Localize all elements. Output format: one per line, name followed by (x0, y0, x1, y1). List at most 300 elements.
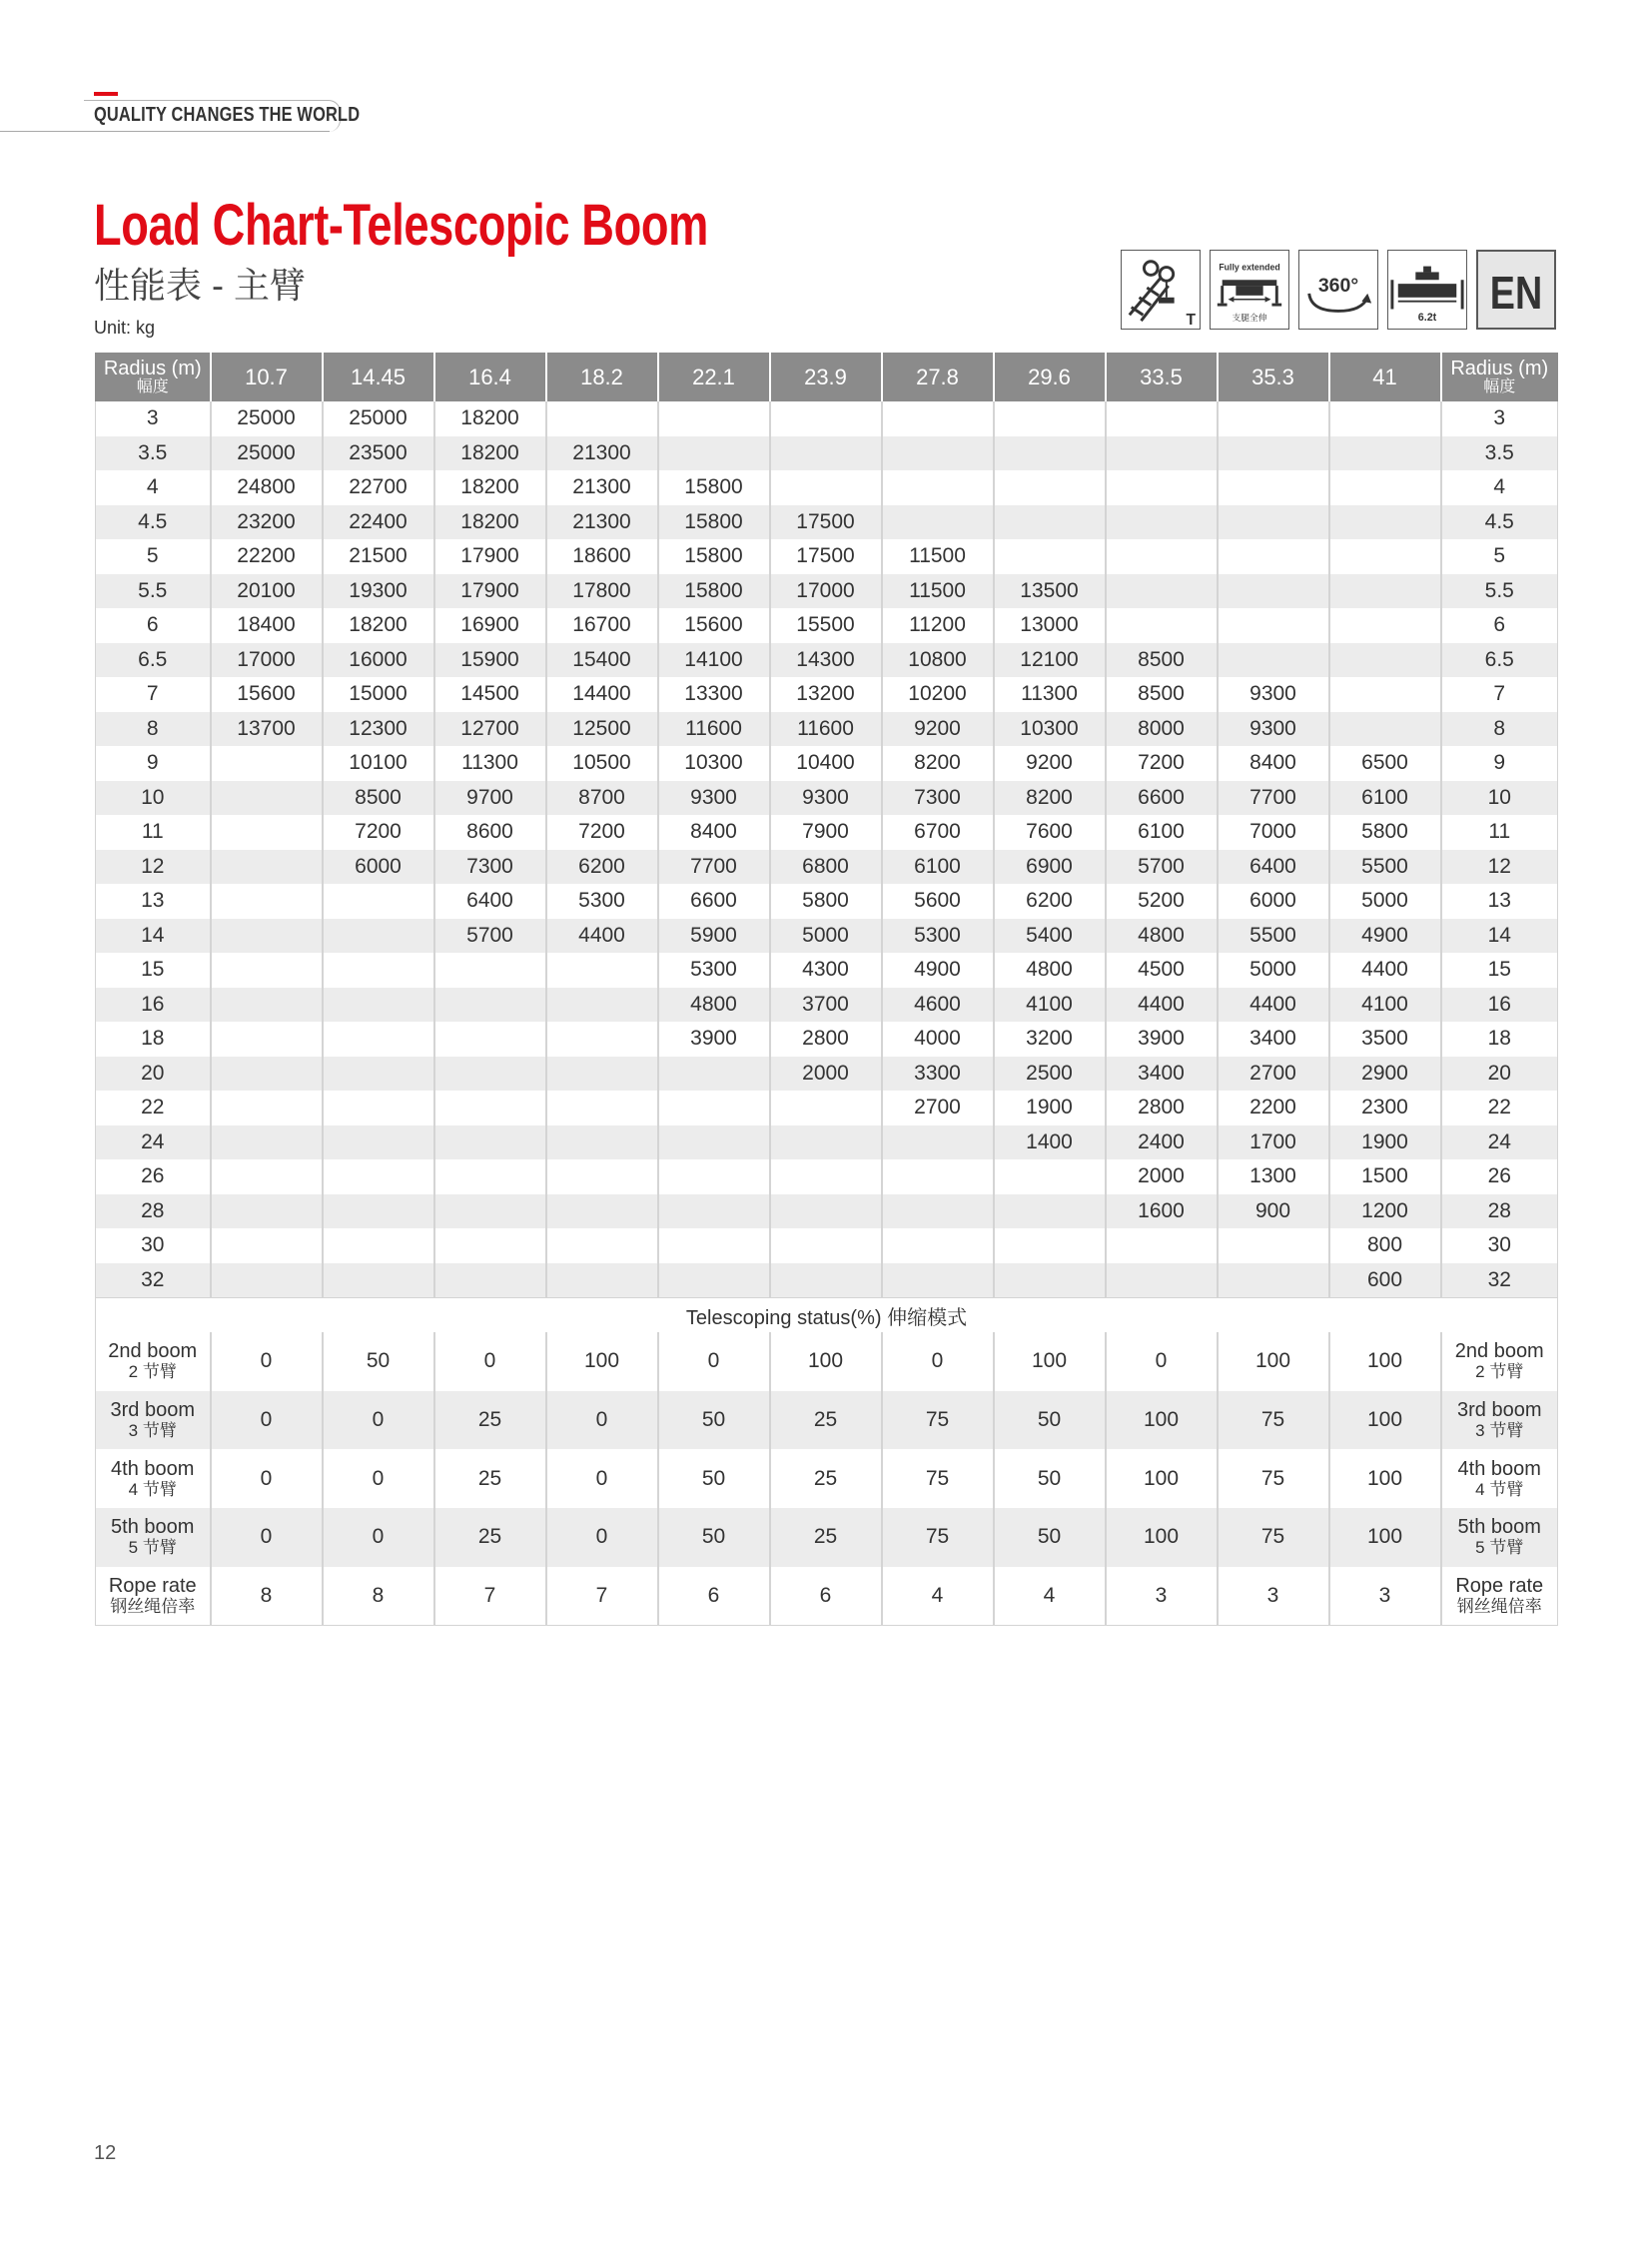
telescoping-value-cell: 100 (1106, 1508, 1218, 1567)
telescoping-value-cell: 0 (323, 1508, 434, 1567)
telescoping-value-cell: 0 (211, 1332, 323, 1391)
load-value-cell: 17800 (546, 574, 658, 609)
load-value-cell (658, 1125, 770, 1160)
load-chart-table (95, 353, 1558, 1626)
load-value-cell: 4300 (770, 953, 882, 988)
radius-cell: 20 (1441, 1057, 1558, 1092)
load-value-cell (323, 1022, 434, 1057)
radius-cell: 9 (96, 746, 211, 781)
radius-cell: 16 (96, 988, 211, 1023)
load-value-cell: 3400 (1106, 1057, 1218, 1092)
telescoping-value-cell: 0 (211, 1449, 323, 1508)
radius-cell: 18 (1441, 1022, 1558, 1057)
load-value-cell: 8600 (434, 815, 546, 850)
load-value-cell: 8500 (1106, 677, 1218, 712)
boom-section-label (96, 1449, 211, 1508)
load-value-cell: 5600 (882, 884, 994, 919)
load-value-cell: 8400 (658, 815, 770, 850)
load-value-cell: 7300 (882, 781, 994, 816)
load-value-cell: 7000 (1218, 815, 1329, 850)
table-row (96, 781, 1558, 816)
load-value-cell: 10300 (994, 712, 1106, 747)
load-value-cell: 7600 (994, 815, 1106, 850)
load-value-cell (1218, 539, 1329, 574)
load-value-cell (546, 1194, 658, 1229)
load-value-cell: 4800 (1106, 919, 1218, 954)
radius-cell: 11 (96, 815, 211, 850)
radius-cell: 22 (96, 1091, 211, 1125)
boom-length-header: 16.4 (434, 353, 546, 401)
load-value-cell: 18200 (434, 505, 546, 540)
load-value-cell: 6600 (1106, 781, 1218, 816)
load-value-cell: 14100 (658, 643, 770, 678)
load-value-cell: 11600 (658, 712, 770, 747)
load-value-cell: 15600 (211, 677, 323, 712)
telescoping-row (96, 1567, 1558, 1626)
boom-length-header: 27.8 (882, 353, 994, 401)
radius-cell: 18 (96, 1022, 211, 1057)
load-value-cell: 4800 (994, 953, 1106, 988)
load-value-cell (658, 1194, 770, 1229)
load-value-cell: 25000 (211, 401, 323, 436)
load-value-cell: 5500 (1218, 919, 1329, 954)
load-value-cell: 18600 (546, 539, 658, 574)
load-value-cell: 6400 (1218, 850, 1329, 885)
load-value-cell (323, 919, 434, 954)
load-value-cell: 8000 (1106, 712, 1218, 747)
load-value-cell: 5800 (770, 884, 882, 919)
radius-cell: 13 (96, 884, 211, 919)
load-value-cell: 10400 (770, 746, 882, 781)
load-value-cell: 21500 (323, 539, 434, 574)
load-value-cell (546, 1091, 658, 1125)
load-value-cell: 5700 (434, 919, 546, 954)
load-value-cell (546, 953, 658, 988)
load-value-cell: 8200 (994, 781, 1106, 816)
load-value-cell: 11300 (994, 677, 1106, 712)
load-value-cell: 8500 (323, 781, 434, 816)
boom-mark: T (1186, 312, 1196, 329)
table-row (96, 919, 1558, 954)
load-value-cell (658, 1091, 770, 1125)
load-value-cell (1329, 643, 1441, 678)
boom-section-label (96, 1567, 211, 1626)
load-value-cell: 7200 (1106, 746, 1218, 781)
load-value-cell (770, 1263, 882, 1298)
load-value-cell (323, 1125, 434, 1160)
table-row (96, 608, 1558, 643)
load-value-cell: 14500 (434, 677, 546, 712)
table-row (96, 712, 1558, 747)
load-value-cell: 5800 (1329, 815, 1441, 850)
telescoping-status-title: Telescoping status(%) 伸缩模式 (96, 1298, 1558, 1333)
load-value-cell: 16000 (323, 643, 434, 678)
radius-cell: 32 (96, 1263, 211, 1298)
load-value-cell: 15800 (658, 470, 770, 505)
telescoping-value-cell: 25 (770, 1391, 882, 1450)
telescoping-value-cell: 3 (1329, 1567, 1441, 1626)
radius-cell: 16 (1441, 988, 1558, 1023)
telescoping-value-cell: 0 (211, 1508, 323, 1567)
load-value-cell (994, 401, 1106, 436)
table-row (96, 539, 1558, 574)
label-en: 3rd boom (1457, 1399, 1542, 1422)
label-en: Rope rate (108, 1575, 197, 1598)
label-cn: 3 节臂 (128, 1421, 177, 1441)
load-value-cell (658, 1228, 770, 1263)
load-value-cell (434, 1057, 546, 1092)
load-value-cell: 5500 (1329, 850, 1441, 885)
telescoping-value-cell: 7 (434, 1567, 546, 1626)
radius-cell: 5.5 (96, 574, 211, 609)
load-value-cell (1329, 677, 1441, 712)
radius-cell: 10 (96, 781, 211, 816)
load-value-cell: 10800 (882, 643, 994, 678)
load-value-cell (1218, 643, 1329, 678)
radius-cell: 30 (1441, 1228, 1558, 1263)
radius-cell: 3.5 (1441, 436, 1558, 471)
load-value-cell (770, 470, 882, 505)
table-row (96, 1022, 1558, 1057)
boom-section-label (96, 1508, 211, 1567)
radius-header-en: Radius (m) (103, 358, 202, 379)
table-row (96, 505, 1558, 540)
load-value-cell: 25000 (211, 436, 323, 471)
load-value-cell: 1400 (994, 1125, 1106, 1160)
telescoping-value-cell: 0 (546, 1508, 658, 1567)
load-value-cell: 2200 (1218, 1091, 1329, 1125)
load-value-cell (323, 1263, 434, 1298)
load-value-cell (994, 470, 1106, 505)
load-value-cell: 19300 (323, 574, 434, 609)
load-value-cell: 6200 (546, 850, 658, 885)
telescoping-value-cell: 100 (1106, 1391, 1218, 1450)
load-value-cell: 21300 (546, 505, 658, 540)
boom-length-header: 18.2 (546, 353, 658, 401)
load-value-cell (882, 505, 994, 540)
label-cn: 5 节臂 (128, 1538, 177, 1558)
load-value-cell: 17000 (211, 643, 323, 678)
load-value-cell (434, 1022, 546, 1057)
load-value-cell: 17000 (770, 574, 882, 609)
load-value-cell: 1200 (1329, 1194, 1441, 1229)
radius-cell: 11 (1441, 815, 1558, 850)
load-value-cell: 8500 (1106, 643, 1218, 678)
telescoping-value-cell: 75 (882, 1391, 994, 1450)
load-value-cell: 3200 (994, 1022, 1106, 1057)
load-value-cell: 15800 (658, 574, 770, 609)
load-value-cell (211, 746, 323, 781)
load-value-cell: 5300 (658, 953, 770, 988)
radius-cell: 30 (96, 1228, 211, 1263)
load-value-cell: 8200 (882, 746, 994, 781)
load-value-cell: 6800 (770, 850, 882, 885)
table-row (96, 574, 1558, 609)
telescoping-status-row (96, 1298, 1558, 1333)
label-en: 4th boom (111, 1457, 195, 1480)
load-value-cell: 5300 (546, 884, 658, 919)
table-row (96, 988, 1558, 1023)
load-value-cell: 4500 (1106, 953, 1218, 988)
load-value-cell: 13000 (994, 608, 1106, 643)
table-row (96, 470, 1558, 505)
telescoping-value-cell: 0 (882, 1332, 994, 1391)
radius-cell: 4 (1441, 470, 1558, 505)
radius-cell: 3 (1441, 401, 1558, 436)
load-value-cell (434, 953, 546, 988)
table-body (96, 401, 1558, 1626)
radius-cell: 6 (96, 608, 211, 643)
radius-cell: 20 (96, 1057, 211, 1092)
load-value-cell (211, 1125, 323, 1160)
table-row (96, 1159, 1558, 1194)
load-value-cell: 600 (1329, 1263, 1441, 1298)
telescoping-value-cell: 0 (658, 1332, 770, 1391)
label-cn: 5 节臂 (1475, 1538, 1524, 1558)
table-row (96, 850, 1558, 885)
load-value-cell: 4000 (882, 1022, 994, 1057)
load-value-cell (211, 1022, 323, 1057)
load-value-cell: 6900 (994, 850, 1106, 885)
load-value-cell (1218, 401, 1329, 436)
radius-header-cn: 幅度 (1483, 378, 1516, 395)
load-value-cell: 6600 (658, 884, 770, 919)
load-value-cell (1329, 436, 1441, 471)
boom-section-label (1441, 1508, 1558, 1567)
telescoping-value-cell: 50 (994, 1391, 1106, 1450)
load-value-cell: 5000 (1218, 953, 1329, 988)
table-row (96, 1194, 1558, 1229)
load-value-cell: 11600 (770, 712, 882, 747)
boom-section-label (1441, 1391, 1558, 1450)
load-value-cell: 18200 (434, 470, 546, 505)
load-value-cell: 11500 (882, 574, 994, 609)
telescoping-value-cell: 25 (434, 1449, 546, 1508)
telescoping-value-cell: 0 (211, 1391, 323, 1450)
radius-cell: 12 (96, 850, 211, 885)
telescoping-value-cell: 25 (770, 1508, 882, 1567)
load-value-cell (770, 1159, 882, 1194)
load-value-cell (770, 401, 882, 436)
telescoping-value-cell: 8 (323, 1567, 434, 1626)
telescoping-value-cell: 6 (770, 1567, 882, 1626)
label-cn: 2 节臂 (1475, 1362, 1524, 1382)
telescoping-value-cell: 3 (1106, 1567, 1218, 1626)
load-value-cell: 1700 (1218, 1125, 1329, 1160)
load-value-cell (323, 1194, 434, 1229)
telescoping-value-cell: 0 (546, 1449, 658, 1508)
load-value-cell: 12100 (994, 643, 1106, 678)
table-row (96, 1228, 1558, 1263)
page-number: 12 (94, 2142, 117, 2164)
load-value-cell (546, 1228, 658, 1263)
load-value-cell: 1600 (1106, 1194, 1218, 1229)
load-value-cell: 2700 (1218, 1057, 1329, 1092)
telescoping-value-cell: 100 (770, 1332, 882, 1391)
load-value-cell: 9200 (882, 712, 994, 747)
table-header-row (96, 353, 1558, 401)
load-value-cell: 2800 (770, 1022, 882, 1057)
load-value-cell (994, 1194, 1106, 1229)
load-value-cell: 14400 (546, 677, 658, 712)
telescoping-value-cell: 100 (546, 1332, 658, 1391)
telescoping-row (96, 1508, 1558, 1567)
load-value-cell (882, 1263, 994, 1298)
load-value-cell (1106, 574, 1218, 609)
load-value-cell: 3500 (1329, 1022, 1441, 1057)
boom-length-header: 33.5 (1106, 353, 1218, 401)
load-value-cell: 21300 (546, 470, 658, 505)
telescoping-row (96, 1449, 1558, 1508)
load-value-cell: 4400 (1106, 988, 1218, 1023)
load-value-cell (1218, 574, 1329, 609)
table-row (96, 884, 1558, 919)
load-value-cell (434, 1263, 546, 1298)
load-value-cell: 7900 (770, 815, 882, 850)
telescoping-value-cell: 6 (658, 1567, 770, 1626)
load-value-cell: 8400 (1218, 746, 1329, 781)
label-en: Rope rate (1455, 1575, 1544, 1598)
load-value-cell: 9300 (658, 781, 770, 816)
load-value-cell: 4400 (1218, 988, 1329, 1023)
load-value-cell: 7200 (546, 815, 658, 850)
load-value-cell: 15000 (323, 677, 434, 712)
radius-cell: 6.5 (1441, 643, 1558, 678)
page-subtitle: 性能表 - 主臂 (94, 265, 306, 306)
load-value-cell: 17900 (434, 574, 546, 609)
load-value-cell (546, 1057, 658, 1092)
label-en: 4th boom (1457, 1457, 1541, 1480)
load-value-cell (882, 1125, 994, 1160)
label-cn: 4 节臂 (1475, 1479, 1524, 1499)
load-value-cell (546, 1263, 658, 1298)
load-value-cell (1218, 1228, 1329, 1263)
radius-cell: 13 (1441, 884, 1558, 919)
load-value-cell (1106, 608, 1218, 643)
load-value-cell (1329, 505, 1441, 540)
load-value-cell (1329, 608, 1441, 643)
radius-cell: 24 (96, 1125, 211, 1160)
load-value-cell: 10100 (323, 746, 434, 781)
load-value-cell (546, 988, 658, 1023)
load-value-cell (658, 1057, 770, 1092)
load-value-cell: 3300 (882, 1057, 994, 1092)
load-value-cell: 1300 (1218, 1159, 1329, 1194)
load-value-cell (211, 953, 323, 988)
telescoping-value-cell: 75 (882, 1508, 994, 1567)
table-row (96, 643, 1558, 678)
load-value-cell (546, 1022, 658, 1057)
load-value-cell (882, 1194, 994, 1229)
radius-cell: 3 (96, 401, 211, 436)
load-value-cell: 18400 (211, 608, 323, 643)
load-value-cell (882, 436, 994, 471)
load-value-cell (1329, 574, 1441, 609)
load-value-cell (1218, 505, 1329, 540)
radius-cell: 15 (1441, 953, 1558, 988)
telescoping-value-cell: 3 (1218, 1567, 1329, 1626)
load-value-cell: 3900 (1106, 1022, 1218, 1057)
label-cn: 3 节臂 (1475, 1421, 1524, 1441)
telescoping-value-cell: 50 (658, 1449, 770, 1508)
radius-cell: 14 (1441, 919, 1558, 954)
table-row (96, 953, 1558, 988)
radius-header (96, 353, 211, 401)
load-value-cell: 17500 (770, 539, 882, 574)
load-value-cell (1329, 401, 1441, 436)
load-value-cell: 6200 (994, 884, 1106, 919)
load-value-cell (546, 1159, 658, 1194)
load-value-cell (658, 401, 770, 436)
radius-cell: 3.5 (96, 436, 211, 471)
load-value-cell: 15800 (658, 505, 770, 540)
telescoping-value-cell: 4 (882, 1567, 994, 1626)
rotation-text: 360° (1317, 274, 1359, 297)
boom-section-label (1441, 1567, 1558, 1626)
radius-cell: 4.5 (1441, 505, 1558, 540)
telescoping-row (96, 1332, 1558, 1391)
load-value-cell: 18200 (434, 436, 546, 471)
load-value-cell: 5900 (658, 919, 770, 954)
load-value-cell: 13500 (994, 574, 1106, 609)
telescoping-value-cell: 25 (434, 1508, 546, 1567)
radius-cell: 28 (96, 1194, 211, 1229)
load-value-cell (1106, 1228, 1218, 1263)
load-value-cell (994, 505, 1106, 540)
radius-cell: 26 (1441, 1159, 1558, 1194)
load-value-cell (770, 1228, 882, 1263)
load-value-cell: 12300 (323, 712, 434, 747)
load-value-cell: 12700 (434, 712, 546, 747)
load-value-cell: 10500 (546, 746, 658, 781)
load-value-cell: 18200 (323, 608, 434, 643)
load-value-cell: 17900 (434, 539, 546, 574)
load-value-cell: 11200 (882, 608, 994, 643)
tagline: QUALITY CHANGES THE WORLD (94, 104, 361, 126)
load-value-cell: 2000 (770, 1057, 882, 1092)
label-en: 2nd boom (1454, 1340, 1544, 1363)
load-value-cell (994, 1228, 1106, 1263)
radius-cell: 6.5 (96, 643, 211, 678)
load-value-cell (1106, 505, 1218, 540)
load-value-cell: 16900 (434, 608, 546, 643)
boom-length-header: 14.45 (323, 353, 434, 401)
boom-length-header: 23.9 (770, 353, 882, 401)
load-value-cell: 2400 (1106, 1125, 1218, 1160)
boom-length-header: 41 (1329, 353, 1441, 401)
telescoping-value-cell: 25 (770, 1449, 882, 1508)
counterweight-icon (1387, 250, 1467, 330)
load-value-cell: 23200 (211, 505, 323, 540)
load-value-cell (211, 988, 323, 1023)
load-value-cell (323, 884, 434, 919)
load-value-cell: 2900 (1329, 1057, 1441, 1092)
radius-cell: 4.5 (96, 505, 211, 540)
load-value-cell: 2000 (1106, 1159, 1218, 1194)
load-value-cell (211, 781, 323, 816)
load-value-cell (994, 436, 1106, 471)
load-value-cell: 6100 (882, 850, 994, 885)
load-value-cell: 5000 (1329, 884, 1441, 919)
load-value-cell (546, 1125, 658, 1160)
load-value-cell: 9300 (1218, 677, 1329, 712)
radius-cell: 7 (1441, 677, 1558, 712)
load-value-cell (211, 1091, 323, 1125)
load-value-cell: 5400 (994, 919, 1106, 954)
load-value-cell: 7700 (658, 850, 770, 885)
load-value-cell: 5700 (1106, 850, 1218, 885)
load-value-cell: 2700 (882, 1091, 994, 1125)
